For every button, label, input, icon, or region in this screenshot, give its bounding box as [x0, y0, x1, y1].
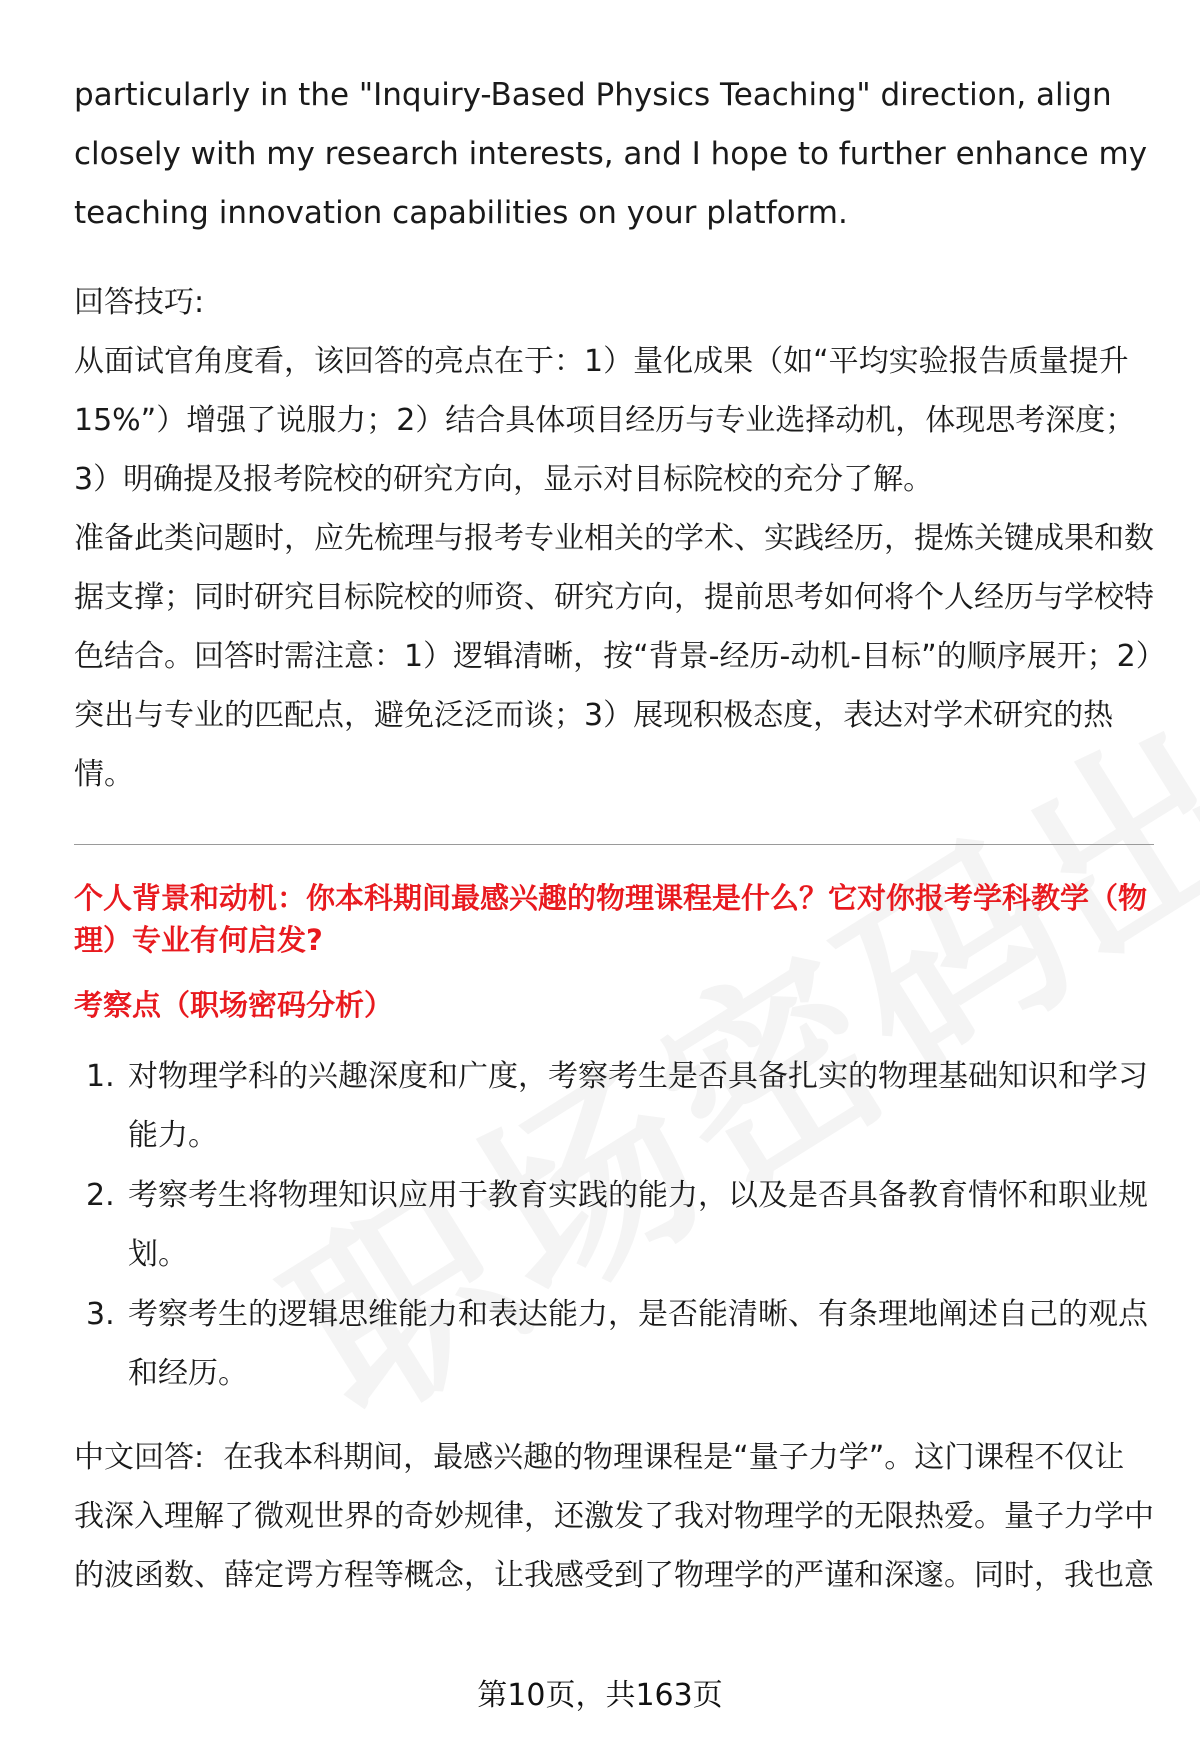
intro-english-paragraph: particularly in the "Inquiry-Based Physics Teaching" direction, align closely with my research interests, and I hope to further enhance my teaching innovation capabilities on your platform.	[74, 77, 1148, 231]
spacer	[74, 961, 1154, 985]
question-title: 个人背景和动机：你本科期间最感兴趣的物理课程是什么？它对你报考学科教学（物理）专业有何启发?	[74, 881, 1148, 957]
list-item-number: 3.	[86, 1297, 115, 1332]
list-item	[74, 1047, 1154, 1165]
list-item	[74, 1166, 1154, 1284]
tips-label: 回答技巧:	[74, 285, 205, 320]
document-page	[74, 66, 1154, 1605]
tips-paragraph-1: 从面试官角度看，该回答的亮点在于：1）量化成果（如“平均实验报告质量提升15%”）增强了说服力；2）结合具体项目经历与专业选择动机，体现思考深度；3）明确提及报考院校的研究方向，显示对目标院校的充分了解。	[74, 344, 1136, 497]
list-item-number: 2.	[86, 1178, 115, 1213]
assessment-subhead: 考察点（职场密码分析）	[74, 988, 394, 1022]
assessment-points-list	[74, 1047, 1154, 1403]
spacer	[74, 243, 1154, 273]
list-item-text: 考察考生将物理知识应用于教育实践的能力，以及是否具备教育情怀和职业规划。	[128, 1178, 1148, 1272]
spacer	[74, 1025, 1154, 1047]
spacer	[74, 845, 1154, 877]
list-item	[74, 1285, 1154, 1403]
list-item-text: 对物理学科的兴趣深度和广度，考察考生是否具备扎实的物理基础知识和学习能力。	[128, 1059, 1148, 1153]
list-item-text: 考察考生的逻辑思维能力和表达能力，是否能清晰、有条理地阐述自己的观点和经历。	[128, 1297, 1148, 1391]
spacer	[74, 804, 1154, 844]
list-item-number: 1.	[86, 1059, 115, 1094]
page-number-footer: 第10页，共163页	[477, 1678, 723, 1713]
answer-label: 中文回答:	[74, 1440, 205, 1475]
answer-text: 在我本科期间，最感兴趣的物理课程是“量子力学”。这门课程不仅让我深入理解了微观世界的奇妙规律，还激发了我对物理学的无限热爱。量子力学中的波函数、薛定谔方程等概念，让我感受到了物理学的严谨和深邃。同时，我也意	[74, 1440, 1154, 1593]
tips-paragraph-2: 准备此类问题时，应先梳理与报考专业相关的学术、实践经历，提炼关键成果和数据支撑；同时研究目标院校的师资、研究方向，提前思考如何将个人经历与学校特色结合。回答时需注意：1）逻辑清晰，按“背景-经历-动机-目标”的顺序展开；2）突出与专业的匹配点，避免泛泛而谈；3）展现积极态度，表达对学术研究的热情。	[74, 521, 1154, 792]
answer-paragraph	[74, 1428, 1154, 1605]
spacer	[74, 1404, 1154, 1428]
